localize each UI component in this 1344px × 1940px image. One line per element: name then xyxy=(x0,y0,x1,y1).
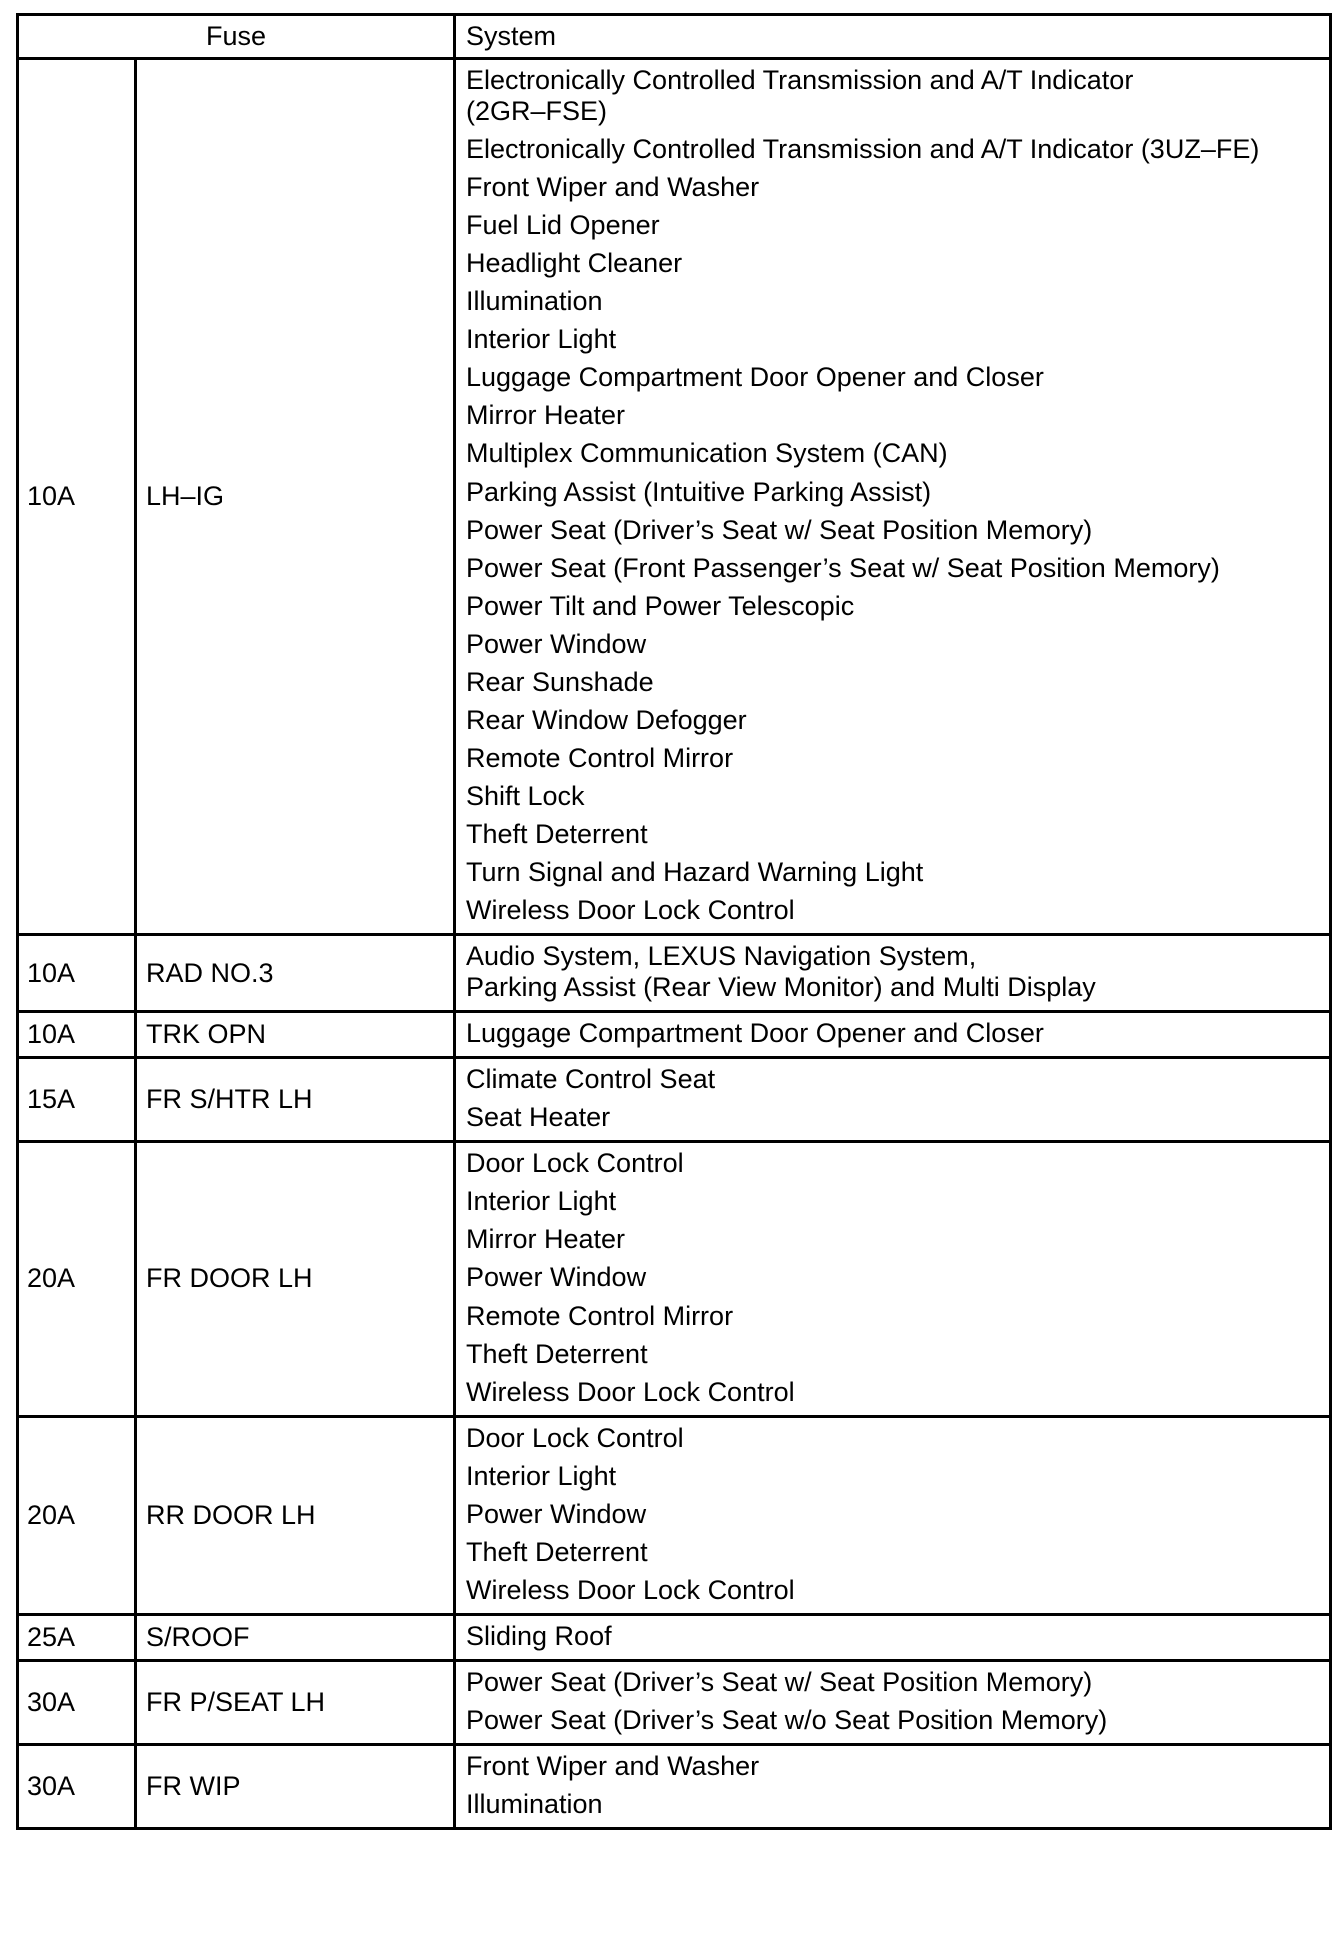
system-item: Parking Assist (Intuitive Parking Assist) xyxy=(466,476,932,507)
system-item: Seat Heater xyxy=(466,1102,611,1133)
system-item: Door Lock Control xyxy=(466,1422,684,1453)
fuse-name: FR P/SEAT LH xyxy=(136,1660,455,1744)
system-item: Interior Light xyxy=(466,1186,617,1217)
system-item: Remote Control Mirror xyxy=(466,742,734,773)
system-item: Mirror Heater xyxy=(466,400,626,431)
system-list xyxy=(455,1416,1331,1614)
system-list xyxy=(455,1614,1331,1660)
fuse-column-header: Fuse xyxy=(18,15,455,59)
system-item: Rear Sunshade xyxy=(466,666,654,697)
table-row xyxy=(18,935,1331,1012)
fuse-name: FR WIP xyxy=(136,1745,455,1829)
system-item: Climate Control Seat xyxy=(466,1064,716,1095)
system-item: Power Tilt and Power Telescopic xyxy=(466,590,855,621)
fuse-amperage: 20A xyxy=(18,1416,136,1614)
fuse-amperage: 20A xyxy=(18,1142,136,1416)
system-list xyxy=(455,1058,1331,1142)
system-item: Front Wiper and Washer xyxy=(466,1751,760,1782)
system-item: Power Seat (Driver’s Seat w/ Seat Position Memory) xyxy=(466,514,1093,545)
fuse-name: RAD NO.3 xyxy=(136,935,455,1012)
system-column-header: System xyxy=(455,15,1331,59)
system-item: Audio System, LEXUS Navigation System, Parking Assist (Rear View Monitor) and Multi Display xyxy=(466,941,1096,1003)
table-row xyxy=(18,1416,1331,1614)
system-item: Rear Window Defogger xyxy=(466,704,747,735)
fuse-amperage: 10A xyxy=(18,935,136,1012)
system-item: Power Window xyxy=(466,628,647,659)
system-item: Power Window xyxy=(466,1498,647,1529)
system-list xyxy=(455,1012,1331,1058)
fuse-name: FR S/HTR LH xyxy=(136,1058,455,1142)
table-body xyxy=(18,59,1331,1829)
fuse-name: TRK OPN xyxy=(136,1012,455,1058)
system-item: Theft Deterrent xyxy=(466,1536,648,1567)
system-item: Illumination xyxy=(466,1789,603,1820)
system-item: Interior Light xyxy=(466,324,617,355)
header-row xyxy=(18,15,1331,59)
system-item: Sliding Roof xyxy=(466,1620,612,1651)
table-row xyxy=(18,1058,1331,1142)
fuse-table xyxy=(16,13,1332,1830)
system-item: Power Window xyxy=(466,1262,647,1293)
system-item: Remote Control Mirror xyxy=(466,1300,734,1331)
system-item: Luggage Compartment Door Opener and Closer xyxy=(466,1018,1044,1049)
fuse-amperage: 15A xyxy=(18,1058,136,1142)
fuse-amperage: 10A xyxy=(18,59,136,935)
system-list xyxy=(455,1745,1331,1829)
system-item: Electronically Controlled Transmission and A/T Indicator (3UZ–FE) xyxy=(466,134,1260,165)
system-item: Mirror Heater xyxy=(466,1224,626,1255)
table-row xyxy=(18,59,1331,935)
system-item: Multiplex Communication System (CAN) xyxy=(466,438,948,469)
table-row xyxy=(18,1142,1331,1416)
system-item: Wireless Door Lock Control xyxy=(466,1574,795,1605)
system-list xyxy=(455,1142,1331,1416)
system-item: Luggage Compartment Door Opener and Closer xyxy=(466,362,1044,393)
system-list xyxy=(455,935,1331,1012)
table-row xyxy=(18,1745,1331,1829)
fuse-name: FR DOOR LH xyxy=(136,1142,455,1416)
system-item: Power Seat (Driver’s Seat w/o Seat Position Memory) xyxy=(466,1704,1108,1735)
system-item: Interior Light xyxy=(466,1460,617,1491)
system-item: Fuel Lid Opener xyxy=(466,210,660,241)
system-item: Wireless Door Lock Control xyxy=(466,895,795,926)
fuse-name: LH–IG xyxy=(136,59,455,935)
table-row xyxy=(18,1660,1331,1744)
system-item: Theft Deterrent xyxy=(466,1338,648,1369)
system-item: Shift Lock xyxy=(466,780,585,811)
system-item: Theft Deterrent xyxy=(466,818,648,849)
system-item: Power Seat (Driver’s Seat w/ Seat Position Memory) xyxy=(466,1666,1093,1697)
fuse-amperage: 25A xyxy=(18,1614,136,1660)
system-item: Electronically Controlled Transmission and A/T Indicator (2GR–FSE) xyxy=(466,65,1134,127)
fuse-amperage: 10A xyxy=(18,1012,136,1058)
table-row xyxy=(18,1012,1331,1058)
system-list xyxy=(455,59,1331,935)
fuse-name: RR DOOR LH xyxy=(136,1416,455,1614)
fuse-amperage: 30A xyxy=(18,1660,136,1744)
system-item: Door Lock Control xyxy=(466,1148,684,1179)
system-list xyxy=(455,1660,1331,1744)
system-item: Power Seat (Front Passenger’s Seat w/ Seat Position Memory) xyxy=(466,552,1220,583)
system-item: Headlight Cleaner xyxy=(466,248,683,279)
system-item: Wireless Door Lock Control xyxy=(466,1376,795,1407)
system-item: Front Wiper and Washer xyxy=(466,172,760,203)
system-item: Turn Signal and Hazard Warning Light xyxy=(466,856,924,887)
table-header xyxy=(18,15,1331,59)
fuse-name: S/ROOF xyxy=(136,1614,455,1660)
fuse-amperage: 30A xyxy=(18,1745,136,1829)
system-item: Illumination xyxy=(466,286,603,317)
table-row xyxy=(18,1614,1331,1660)
